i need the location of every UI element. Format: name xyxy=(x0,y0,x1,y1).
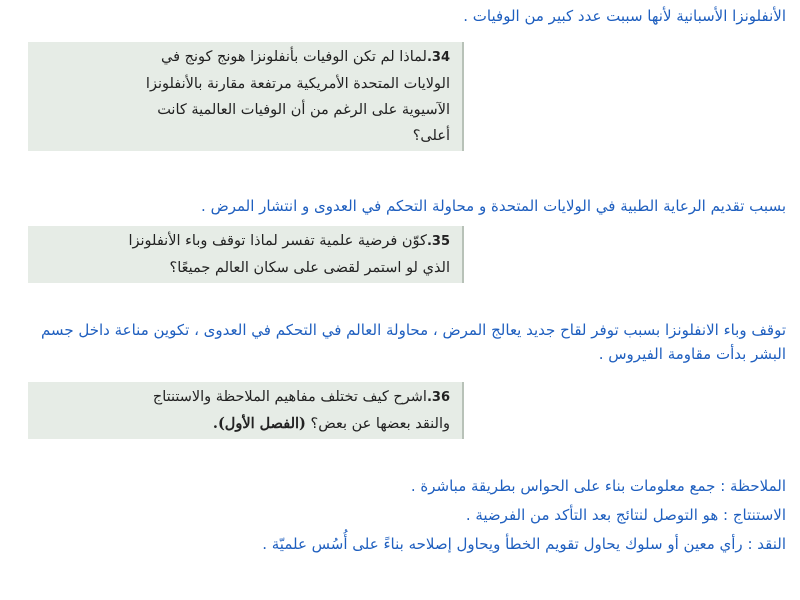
question-35-line-1: 35.كوّن فرضية علمية تفسر لماذا توقف وباء الأنفلونزا xyxy=(128,233,450,249)
question-34-line-2: الولايات المتحدة الأمريكية مرتفعة مقارنة بالأنفلونزا xyxy=(145,76,450,92)
question-36-box xyxy=(28,382,464,439)
question-36-number: 36. xyxy=(426,390,450,405)
question-35-box xyxy=(28,226,464,283)
question-34-line-3: الآسيوية على الرغم من أن الوفيات العالمية كانت xyxy=(157,102,450,118)
question-36-line-2: والنقد بعضها عن بعض؟ (الفصل الأول). xyxy=(212,415,450,432)
question-35-number: 35. xyxy=(426,234,450,249)
question-34-line-1: 34.لماذا لم تكن الوفيات بأنفلونزا هونج كونج في xyxy=(161,49,450,65)
question-34-line-4: أعلى؟ xyxy=(412,128,450,144)
answer-36-observation: الملاحظة : جمع معلومات بناء على الحواس بطريقة مباشرة . xyxy=(410,477,786,495)
answer-36-inference: الاستنتاج : هو التوصل لنتائج بعد التأكد من الفرضية . xyxy=(465,506,786,524)
answer-36-critique: النقد : رأي معين أو سلوك يحاول تقويم الخطأ ويحاول إصلاحه بناءً على أُسُس علميّة . xyxy=(262,535,786,553)
question-34-number: 34. xyxy=(426,50,450,65)
answer-35: توقف وباء الانفلونزا بسبب توفر لقاح جديد يعالج المرض ، محاولة العالم في التحكم في العدوى ، تكوين مناعة داخل جسم البشر بدأت مقاومة الفيروس . xyxy=(40,321,786,363)
question-34-box xyxy=(28,42,464,151)
chapter-reference: (الفصل الأول). xyxy=(212,415,306,432)
question-36-line-1: 36.اشرح كيف تختلف مفاهيم الملاحظة والاستنتاج xyxy=(152,389,450,405)
answer-34: بسبب تقديم الرعاية الطبية في الولايات المتحدة و محاولة التحكم في العدوى و انتشار المرض . xyxy=(201,197,786,215)
answer-spanish-flu: الأنفلونزا الأسبانية لأنها سببت عدد كبير من الوفيات . xyxy=(463,7,786,25)
question-35-line-2: الذي لو استمر لقضى على سكان العالم جميعًا؟ xyxy=(169,260,450,276)
